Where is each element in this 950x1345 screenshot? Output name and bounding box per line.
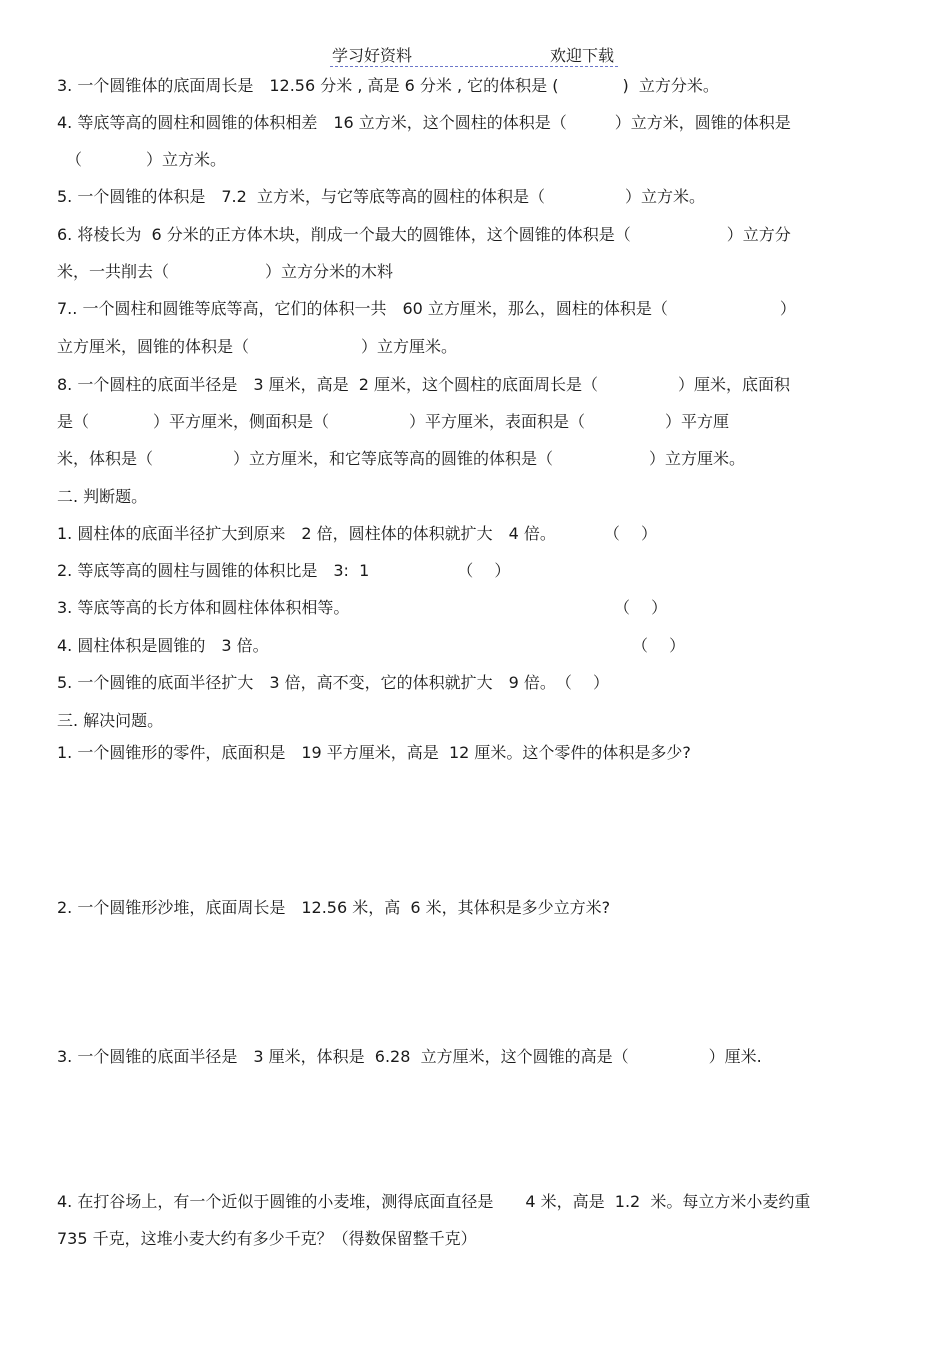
fill-q8-line-2: 是（ ）平方厘米，侧面积是（ ）平方厘米，表面积是（ ）平方厘 [57, 412, 730, 431]
fill-q5-line: 5. 一个圆锥的体积是 7.2 立方米，与它等底等高的圆柱的体积是（ ）立方米。 [57, 187, 705, 206]
fill-q7-line-1: 7.. 一个圆柱和圆锥等底等高，它们的体积一共 60 立方厘米，那么，圆柱的体积是（ ） [57, 299, 796, 318]
fill-q8-line-3: 米，体积是（ ）立方厘米，和它等底等高的圆锥的体积是（ ）立方厘米。 [57, 449, 746, 468]
fill-q3-line: 3. 一个圆锥体的底面周长是 12.56 分米 , 高是 6 分米 , 它的体积是 ( ) 立方分米。 [57, 76, 719, 95]
section-title-true-false: 二. 判断题。 [57, 487, 148, 506]
problem-q4-line-1: 4. 在打谷场上，有一个近似于圆锥的小麦堆，测得底面直径是 4 米，高是 1.2 米。每立方米小麦约重 [57, 1192, 811, 1211]
page-header [330, 40, 618, 67]
problem-q3-line: 3. 一个圆锥的底面半径是 3 厘米，体积是 6.28 立方厘米，这个圆锥的高是（ ）厘米. [57, 1047, 762, 1066]
tf-q3-answer-blank: （ ） [614, 598, 668, 617]
tf-q3-line: 3. 等底等高的长方体和圆柱体体积相等。 [57, 598, 350, 617]
tf-q5-line: 5. 一个圆锥的底面半径扩大 3 倍，高不变，它的体积就扩大 9 倍。 （ ） [57, 673, 609, 692]
problem-q2-line: 2. 一个圆锥形沙堆，底面周长是 12.56 米，高 6 米，其体积是多少立方米? [57, 898, 611, 917]
fill-q7-line-2: 立方厘米，圆锥的体积是（ ）立方厘米。 [57, 337, 458, 356]
section-title-problems: 三. 解决问题。 [57, 711, 164, 730]
problem-q4-line-2: 735 千克，这堆小麦大约有多少千克？（得数保留整千克） [57, 1229, 477, 1248]
tf-q4-answer-blank: （ ） [632, 636, 686, 655]
header-left-text: 学习好资料 [332, 46, 413, 65]
tf-q2-line: 2. 等底等高的圆柱与圆锥的体积比是 3: 1 （ ） [57, 561, 511, 580]
problem-q1-line: 1. 一个圆锥形的零件，底面积是 19 平方厘米，高是 12 厘米。这个零件的体积是多少? [57, 743, 691, 762]
fill-q4-line-1: 4. 等底等高的圆柱和圆锥的体积相差 16 立方米，这个圆柱的体积是（ ）立方米，圆锥的体积是 [57, 113, 791, 132]
fill-q6-line-1: 6. 将棱长为 6 分米的正方体木块，削成一个最大的圆锥体，这个圆锥的体积是（ ）立方分 [57, 225, 791, 244]
fill-q6-line-2: 米，一共削去（ ）立方分米的木料 [57, 262, 394, 281]
header-right-text: 欢迎下载 [549, 46, 614, 65]
tf-q1-line: 1. 圆柱体的底面半径扩大到原来 2 倍，圆柱体的体积就扩大 4 倍。 （ ） [57, 524, 657, 543]
tf-q4-line: 4. 圆柱体积是圆锥的 3 倍。 [57, 636, 269, 655]
fill-q8-line-1: 8. 一个圆柱的底面半径是 3 厘米，高是 2 厘米，这个圆柱的底面周长是（ ）厘米，底面积 [57, 375, 791, 394]
fill-q4-line-2: （ ）立方米。 [66, 150, 227, 169]
